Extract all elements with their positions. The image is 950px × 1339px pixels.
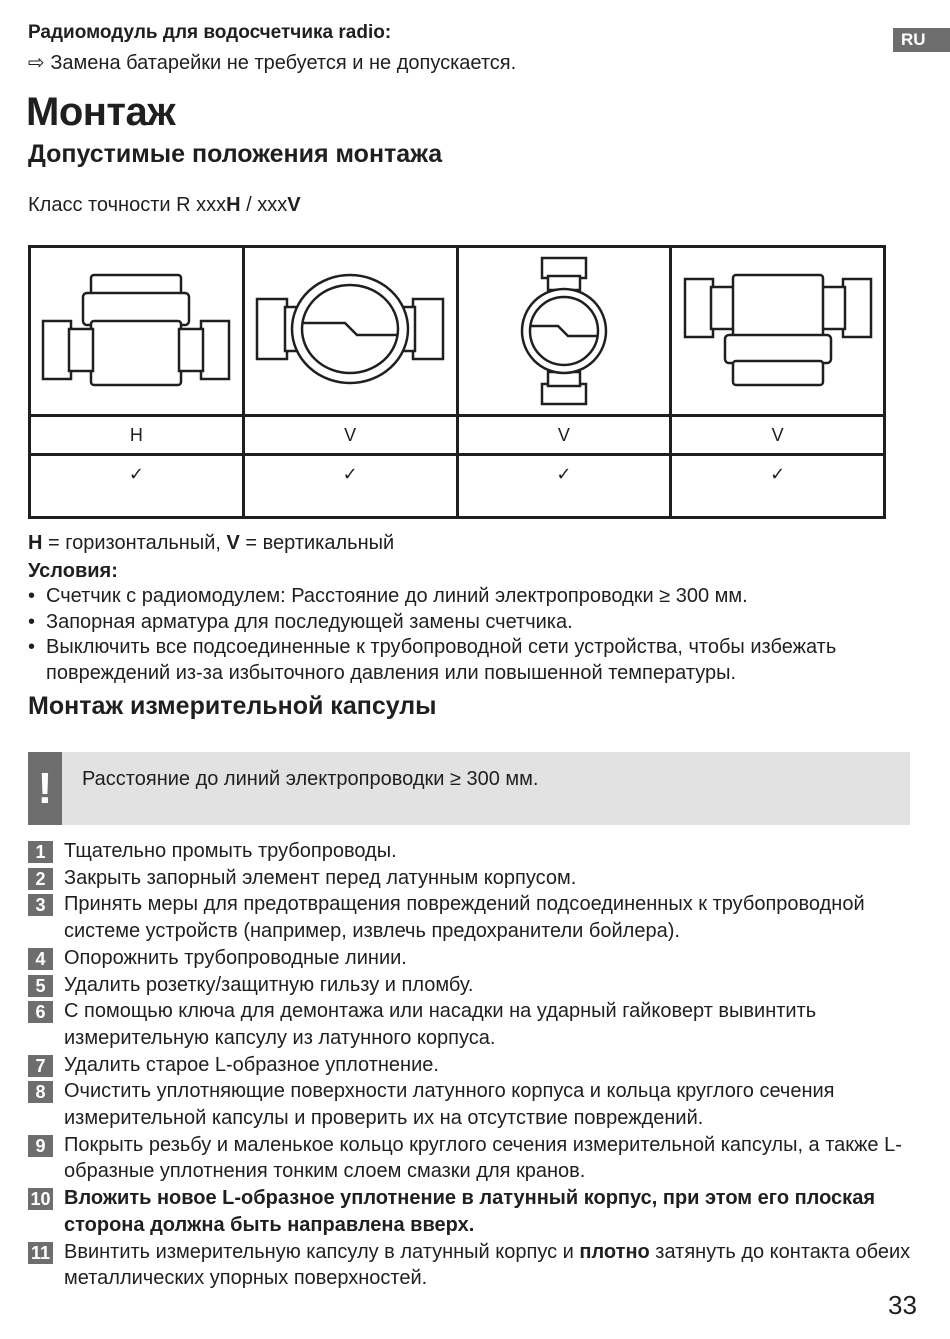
step-number: 6 [28, 1001, 53, 1023]
vertical-meter-front-icon [255, 271, 445, 391]
list-item: 8 Очистить уплотняющие поверхности латунного корпуса и кольца круглого сечения измерительной капсулы и проверить их на отсутствие повреждений. [28, 1078, 928, 1131]
checkmark-icon: ✓ [30, 455, 244, 518]
step-number: 7 [28, 1055, 53, 1077]
list-item: • Запорная арматура для последующей замены счетчика. [28, 610, 928, 636]
page-number: 33 [888, 1290, 917, 1320]
accuracy-prefix: Класс точности R xxx [28, 194, 227, 216]
list-item: 5 Удалить розетку/защитную гильзу и пломбу. [28, 972, 928, 999]
cell-vertical-meter-up [457, 247, 671, 416]
label-cell: V [243, 416, 457, 455]
bullet-icon: • [28, 610, 36, 633]
step-number: 4 [28, 948, 53, 970]
accuracy-class [28, 194, 301, 217]
list-item: 9 Покрыть резьбу и маленькое кольцо круглого сечения измерительной капсулы, а также L-образные уплотнения тонким слоем смазки для кранов. [28, 1132, 928, 1185]
page-title: Монтаж [26, 90, 176, 134]
bullet-icon: • [28, 636, 36, 658]
legend-h-text: = горизонтальный, [42, 532, 227, 554]
step-number: 11 [28, 1242, 53, 1264]
step-number: 9 [28, 1135, 53, 1157]
legend-v-text: = вертикальный [239, 532, 395, 554]
label-cell: V [457, 416, 671, 455]
list-item: 11 Ввинтить измерительную капсулу в латунный корпус и плотно затянуть до контакта обеих металлических упорных поверхностей. [28, 1239, 928, 1292]
step-number: 2 [28, 868, 53, 890]
cell-vertical-meter-down [671, 247, 885, 416]
list-item: • Счетчик с радиомодулем: Расстояние до линий электропроводки ≥ 300 мм. [28, 584, 928, 610]
warning-text: Расстояние до линий электропроводки ≥ 300 мм. [82, 768, 539, 790]
radio-module-title: Радиомодуль для водосчетчика radio: [28, 22, 392, 43]
label-cell: V [671, 416, 885, 455]
bullet-icon: • [28, 585, 36, 607]
label-cell: H [30, 416, 244, 455]
vertical-meter-down-icon [683, 271, 873, 391]
list-item: 2 Закрыть запорный элемент перед латунным корпусом. [28, 865, 928, 892]
step-number: 8 [28, 1081, 53, 1103]
cell-vertical-meter-front [243, 247, 457, 416]
list-item: 3 Принять меры для предотвращения повреждений подсоединенных к трубопроводной системе устройств (например, извлечь предохранители бойлера). [28, 891, 928, 944]
cell-horizontal-meter [30, 247, 244, 416]
checkmark-icon: ✓ [243, 455, 457, 518]
warning-box [28, 752, 910, 825]
arrow-icon: ⇨ [28, 52, 45, 74]
list-item: • Выключить все подсоединенные к трубопроводной сети устройства, чтобы избежать повреждений из-за избыточного давления или повышенной температуры. [28, 636, 837, 684]
list-item: 6 С помощью ключа для демонтажа или насадки на ударный гайковерт вывинтить измерительную капсулу из латунного корпуса. [28, 998, 928, 1051]
step-number: 3 [28, 894, 53, 916]
accuracy-h: H [226, 194, 241, 216]
legend-v: V [226, 532, 240, 554]
checkmark-icon: ✓ [457, 455, 671, 518]
section-title-positions: Допустимые положения монтажа [28, 140, 443, 168]
horizontal-meter-icon [41, 271, 231, 391]
warning-icon: ! [28, 752, 62, 825]
legend [28, 532, 394, 555]
conditions-list [28, 584, 928, 686]
step-number: 10 [28, 1188, 53, 1210]
list-item: 4 Опорожнить трубопроводные линии. [28, 945, 928, 972]
list-item: 1 Тщательно промыть трубопроводы. [28, 838, 928, 865]
language-badge: RU [893, 28, 950, 52]
steps-list [28, 838, 928, 1292]
accuracy-v: V [287, 194, 301, 216]
radio-module-note [28, 50, 516, 75]
step-number: 1 [28, 841, 53, 863]
section-title-capsule: Монтаж измерительной капсулы [28, 692, 437, 720]
list-item: 7 Удалить старое L-образное уплотнение. [28, 1052, 928, 1079]
mounting-positions-table [28, 245, 886, 519]
conditions-title: Условия: [28, 560, 118, 582]
radio-note-text: Замена батарейки не требуется и не допускается. [50, 52, 517, 74]
legend-h: H [28, 532, 43, 554]
checkmark-icon: ✓ [671, 455, 885, 518]
step-number: 5 [28, 975, 53, 997]
vertical-meter-up-icon [514, 256, 614, 406]
list-item: 10 Вложить новое L-образное уплотнение в латунный корпус, при этом его плоская сторона должна быть направлена вверх. [28, 1185, 928, 1238]
accuracy-sep: / xxx [240, 194, 288, 216]
